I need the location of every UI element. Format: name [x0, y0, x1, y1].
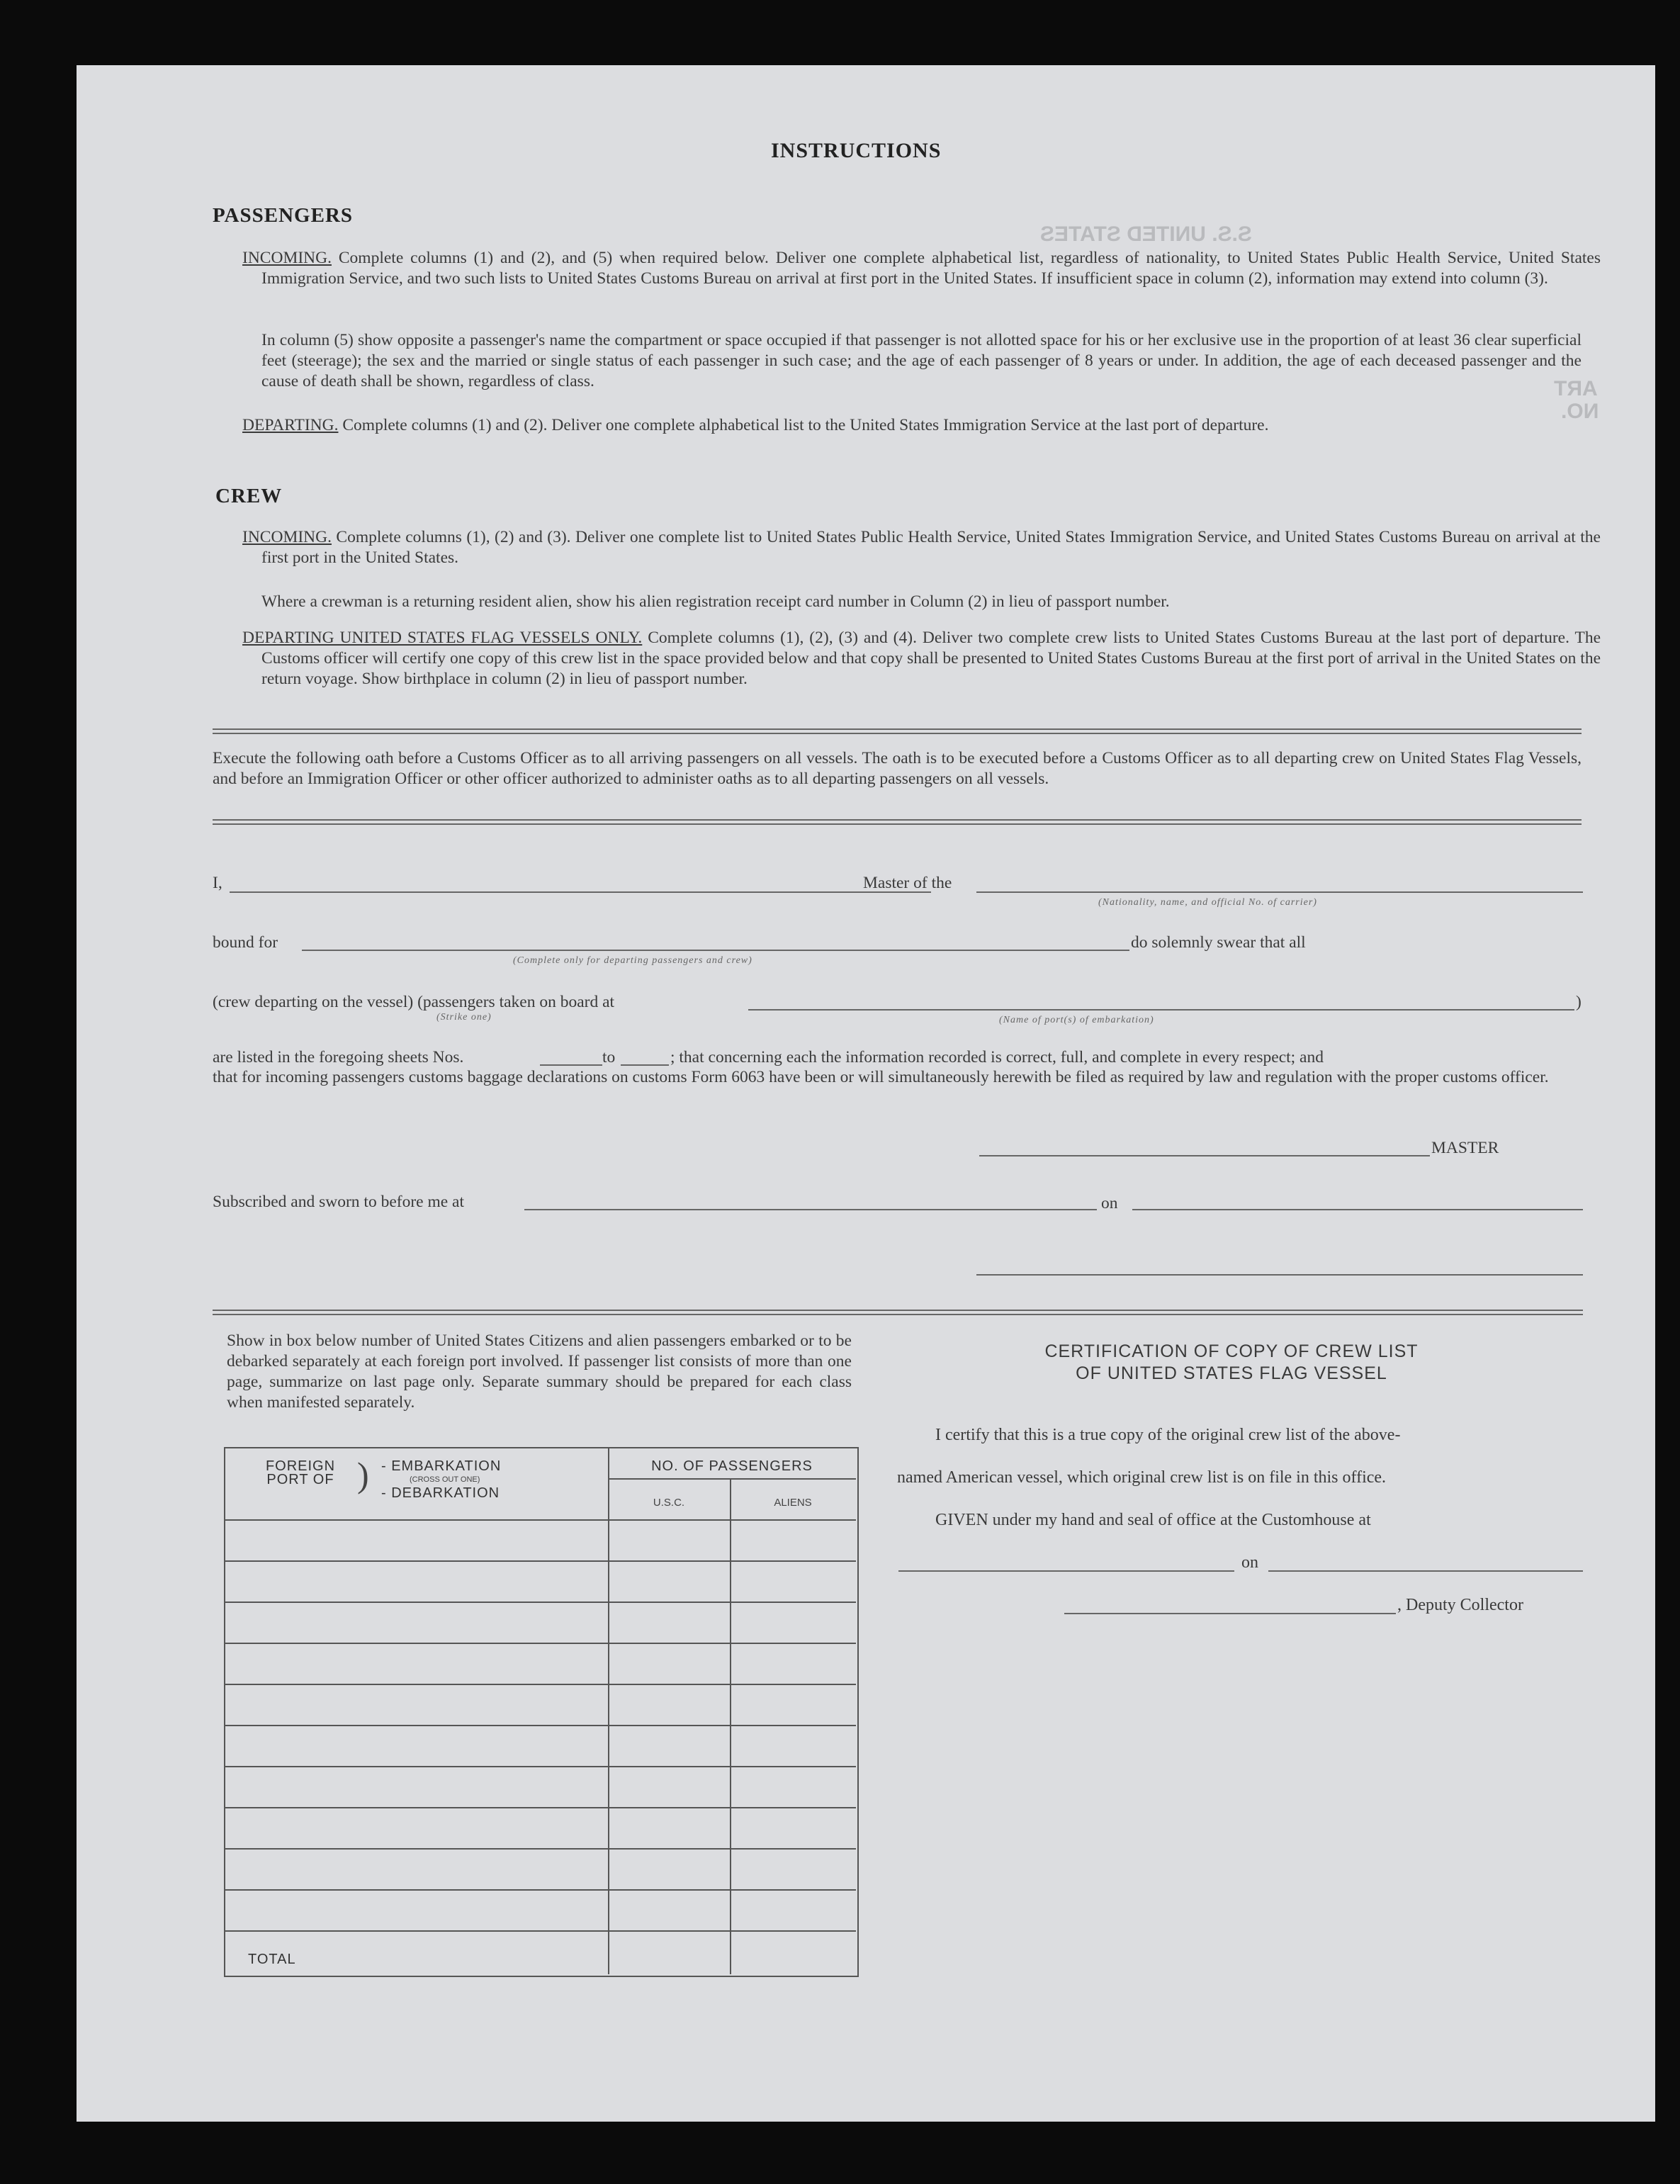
table-row-line: [224, 1848, 856, 1850]
bracket-glyph: ): [357, 1455, 369, 1495]
close-paren: ): [1576, 993, 1582, 1011]
carrier-caption: (Nationality, name, and official No. of carrier): [1098, 897, 1317, 908]
certification-date-line[interactable]: [1268, 1570, 1583, 1572]
table-row-line: [224, 1560, 856, 1562]
sheet-from-line[interactable]: [540, 1064, 602, 1066]
bleed-through-mark: NO.: [1561, 400, 1599, 423]
passengers-departing-text: Complete columns (1) and (2). Deliver one complete alphabetical list to the United States Immigration Service at the last port of departure.: [338, 416, 1269, 434]
certification-on-label: on: [1241, 1553, 1258, 1572]
oath-intro: Execute the following oath before a Customs Officer as to all arriving passengers on all vessels. The oath is to be executed before a Customs Officer as to all departing crew on United States Flag Vessels, and before an Immigration Officer or other officer authorized to administer oaths as to all departing passengers on all vessels.: [213, 749, 1582, 788]
table-row-line: [224, 1889, 856, 1891]
table-row-line: [224, 1684, 856, 1685]
listed-sheets-label: are listed in the foregoing sheets Nos.: [213, 1048, 464, 1066]
table-row-line: [224, 1725, 856, 1726]
foreign-port-header: FOREIGN PORT OF: [265, 1458, 336, 1487]
document-page: [77, 65, 1655, 2122]
table-row-line: [224, 1807, 856, 1808]
embarkation-port-line[interactable]: [748, 1009, 1574, 1011]
certification-title: [898, 1341, 1565, 1385]
bound-for-caption: (Complete only for departing passengers and crew): [513, 955, 752, 966]
bound-for-line[interactable]: [302, 950, 1129, 951]
double-rule: [213, 728, 1582, 734]
crew-departing-text: Complete columns (1), (2), (3) and (4). Deliver two complete crew lists to United States Customs Bureau at the last port of departure. The Customs officer will certify one copy of this crew list in the space provided below and that copy shall be presented to United States Customs Bureau at the first port of arrival in the United States on the return voyage. Show birthplace in column (2) in lieu of passport number.: [261, 629, 1601, 688]
master-of-label: Master of the: [863, 874, 952, 892]
double-rule: [213, 1310, 1583, 1315]
passengers-incoming-label: INCOMING.: [242, 249, 332, 267]
passengers-departing-paragraph: [242, 415, 1601, 436]
subscribed-place-line[interactable]: [524, 1209, 1097, 1210]
table-row-line: [224, 1930, 856, 1932]
bleed-through-mark: ART: [1554, 377, 1598, 400]
crew-resident-paragraph: Where a crewman is a returning resident alien, show his alien registration receipt card number in Column (2) in lieu of passport number.: [261, 592, 1170, 611]
table-divider: [608, 1447, 609, 1974]
certification-line-2: named American vessel, which original crew list is on file in this office.: [897, 1468, 1387, 1487]
carrier-line[interactable]: [976, 891, 1583, 893]
page-title: INSTRUCTIONS: [771, 139, 942, 162]
total-label: TOTAL: [248, 1952, 296, 1967]
crew-incoming-text: Complete columns (1), (2) and (3). Deliver one complete list to United States Public Health Service, United States Immigration Service, and United States Customs Bureau on arrival at the first port in the United States.: [261, 528, 1601, 567]
double-rule: [213, 819, 1582, 825]
debarkation-label: - DEBARKATION: [381, 1485, 500, 1501]
table-row-line: [224, 1766, 856, 1767]
embarkation-label: - EMBARKATION: [381, 1458, 502, 1474]
deputy-signature-line[interactable]: [1064, 1613, 1396, 1614]
strike-one-caption: (Strike one): [436, 1012, 492, 1023]
crew-incoming-label: INCOMING.: [242, 528, 332, 546]
subscribed-on-label: on: [1101, 1194, 1118, 1212]
passengers-heading: PASSENGERS: [213, 204, 354, 227]
certification-title-line-2: OF UNITED STATES FLAG VESSEL: [1076, 1363, 1387, 1383]
summary-note: Show in box below number of United States Citizens and alien passengers embarked or to be debarked separately at each foreign port involved. If passenger list consists of more than one page, summarize on last page only. Separate summary should be prepared for each class when manifested separately.: [227, 1332, 852, 1412]
passengers-incoming-paragraph: [242, 248, 1601, 289]
crew-passengers-option: (crew departing on the vessel) (passengers taken on board at: [213, 993, 615, 1011]
table-row-line: [224, 1602, 856, 1603]
swear-text: do solemnly swear that all: [1131, 933, 1306, 952]
subscribed-label: Subscribed and sworn to before me at: [213, 1193, 465, 1211]
crew-heading: CREW: [215, 485, 283, 507]
usc-header: U.S.C.: [653, 1497, 685, 1509]
subscribed-date-line[interactable]: [1132, 1209, 1583, 1210]
crew-incoming-paragraph: [242, 527, 1601, 568]
table-row-line: [224, 1643, 856, 1644]
bound-for-label: bound for: [213, 933, 278, 952]
crew-departing-paragraph: [242, 628, 1601, 689]
certification-title-line-1: CERTIFICATION OF COPY OF CREW LIST: [1044, 1341, 1419, 1361]
listed-text: ; that concerning each the information recorded is correct, full, and complete in every respect; and: [670, 1048, 1324, 1066]
master-name-line[interactable]: [230, 891, 931, 893]
master-signature-line[interactable]: [979, 1155, 1430, 1156]
certification-line-3: GIVEN under my hand and seal of office at the Customhouse at: [935, 1511, 1371, 1529]
oath-i-label: I,: [213, 874, 222, 892]
certification-line-1: I certify that this is a true copy of the original crew list of the above-: [935, 1426, 1401, 1444]
customhouse-line[interactable]: [898, 1570, 1234, 1572]
table-divider: [730, 1478, 731, 1974]
officer-signature-line[interactable]: [976, 1274, 1583, 1276]
cross-out-label: (CROSS OUT ONE): [410, 1475, 480, 1484]
sheet-to-label: to: [602, 1048, 616, 1066]
passenger-summary-table: [224, 1447, 859, 1977]
passengers-incoming-text: Complete columns (1) and (2), and (5) when required below. Deliver one complete alphabetical list, regardless of nationality, to United States Public Health Service, United States Immigration Service, and two such lists to United States Customs Bureau on arrival at first port in the United States. If insufficient space in column (2), information may extend into column (3).: [261, 249, 1601, 288]
aliens-header: ALIENS: [774, 1497, 812, 1509]
listed-text-continued: that for incoming passengers customs baggage declarations on customs Form 6063 have been or will simultaneously herewith be filed as required by law and regulation with the proper customs officer.: [213, 1068, 1549, 1086]
crew-departing-label: DEPARTING UNITED STATES FLAG VESSELS ONLY.: [242, 629, 643, 647]
sheet-to-line[interactable]: [621, 1064, 669, 1066]
port-caption: (Name of port(s) of embarkation): [999, 1015, 1154, 1025]
deputy-collector-label: , Deputy Collector: [1397, 1596, 1523, 1614]
bleed-through-mark: S.S. UNITED STATES: [1040, 223, 1252, 246]
master-label: MASTER: [1431, 1139, 1499, 1157]
passengers-departing-label: DEPARTING.: [242, 416, 339, 434]
passengers-column5-paragraph: In column (5) show opposite a passenger's name the compartment or space occupied if that passenger is not allotted space for his or her exclusive use in the proportion of at least 36 clear superficial feet (steerage); the sex and the married or single status of each passenger in such case; and the age of each passenger of 8 years or under. In addition, the age of each deceased passenger and the cause of death shall be shown, regardless of class.: [261, 331, 1582, 390]
table-divider: [608, 1478, 856, 1480]
table-divider: [224, 1519, 856, 1521]
no-passengers-header: NO. OF PASSENGERS: [651, 1458, 813, 1474]
